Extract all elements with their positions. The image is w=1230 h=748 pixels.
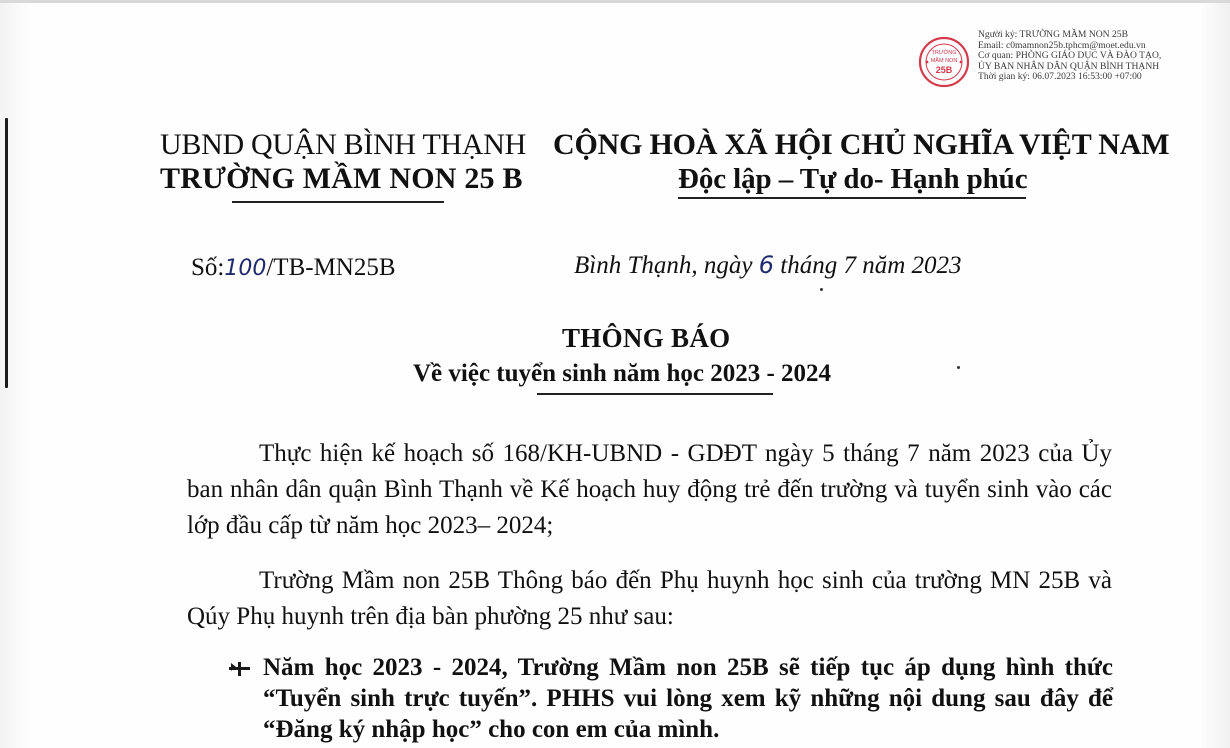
date-day-handwritten: 6 bbox=[758, 251, 774, 279]
seal-text-line-1: TRƯỜNG bbox=[931, 50, 957, 56]
subtitle-underline bbox=[537, 393, 773, 395]
seal-icon bbox=[918, 36, 970, 88]
document-number bbox=[191, 254, 396, 282]
nation-name: CỘNG HOÀ XÃ HỘI CHỦ NGHĨA VIỆT NAM bbox=[553, 128, 1170, 161]
date-prefix: Bình Thạnh, ngày bbox=[574, 252, 759, 279]
authority-underline bbox=[232, 201, 444, 203]
digital-signature-info bbox=[978, 30, 1161, 83]
document-title: THÔNG BÁO bbox=[562, 323, 731, 353]
body-paragraph-1: Thực hiện kế hoạch số 168/KH-UBND - GDĐT ngày 5 tháng 7 năm 2023 của Ủy ban nhân dân quận Bình Thạnh về Kế hoạch huy động trẻ đến trường và tuyển sinh vào các lớp đầu cấp từ năm học 2023– 2024; bbox=[187, 440, 1112, 539]
date-line bbox=[574, 251, 962, 280]
doc-number-suffix: /TB-MN25B bbox=[266, 254, 396, 281]
sign-time-line: Thời gian ký: 06.07.2023 16:53:00 +07:00 bbox=[978, 71, 1142, 83]
issuing-authority bbox=[160, 128, 526, 196]
agency-name: UBND QUẬN BÌNH THẠNH bbox=[160, 128, 526, 161]
email-line: Email: c0mamnon25b.tphcm@moet.edu.vn bbox=[978, 39, 1146, 51]
national-header bbox=[553, 128, 1170, 195]
agency-line-2: ỦY BAN NHÂN DÂN QUẬN BÌNH THẠNH bbox=[978, 60, 1160, 72]
hand-pointer-icon bbox=[228, 658, 252, 678]
body-paragraph-2: Trường Mầm non 25B Thông báo đến Phụ huynh học sinh của trường MN 25B và Qúy Phụ huynh trên địa bàn phường 25 như sau: bbox=[187, 567, 1112, 630]
document-subtitle: Về việc tuyển sinh năm học 2023 - 2024 bbox=[413, 360, 832, 387]
ink-speck bbox=[820, 288, 823, 291]
motto-underline bbox=[678, 197, 1026, 199]
ink-speck bbox=[957, 366, 960, 369]
national-motto: Độc lập – Tự do- Hạnh phúc bbox=[678, 163, 1028, 195]
date-suffix: tháng 7 năm 2023 bbox=[774, 252, 962, 279]
school-name: TRƯỜNG MẦM NON 25 B bbox=[160, 162, 523, 195]
seal-text-line-3: 25B bbox=[935, 65, 953, 75]
agency-line-1: Cơ quan: PHÒNG GIÁO DỤC VÀ ĐÀO TẠO, bbox=[978, 50, 1162, 62]
doc-number-handwritten: 100 bbox=[224, 256, 267, 281]
bullet-text: Năm học 2023 - 2024, Trường Mầm non 25B sẽ tiếp tục áp dụng hình thức “Tuyển sinh trực tuyến”. PHHS vui lòng xem kỹ những nội dung sau đây để “Đăng ký nhập học” cho con em của mình. bbox=[263, 654, 1113, 743]
seal-text-line-2: MẦM NON bbox=[930, 58, 958, 64]
scan-margin-mark bbox=[5, 118, 8, 388]
scan-top-edge bbox=[0, 0, 1230, 3]
signer-line: Người ký: TRƯỜNG MẦM NON 25B bbox=[978, 29, 1128, 40]
doc-number-prefix: Số: bbox=[191, 254, 225, 281]
